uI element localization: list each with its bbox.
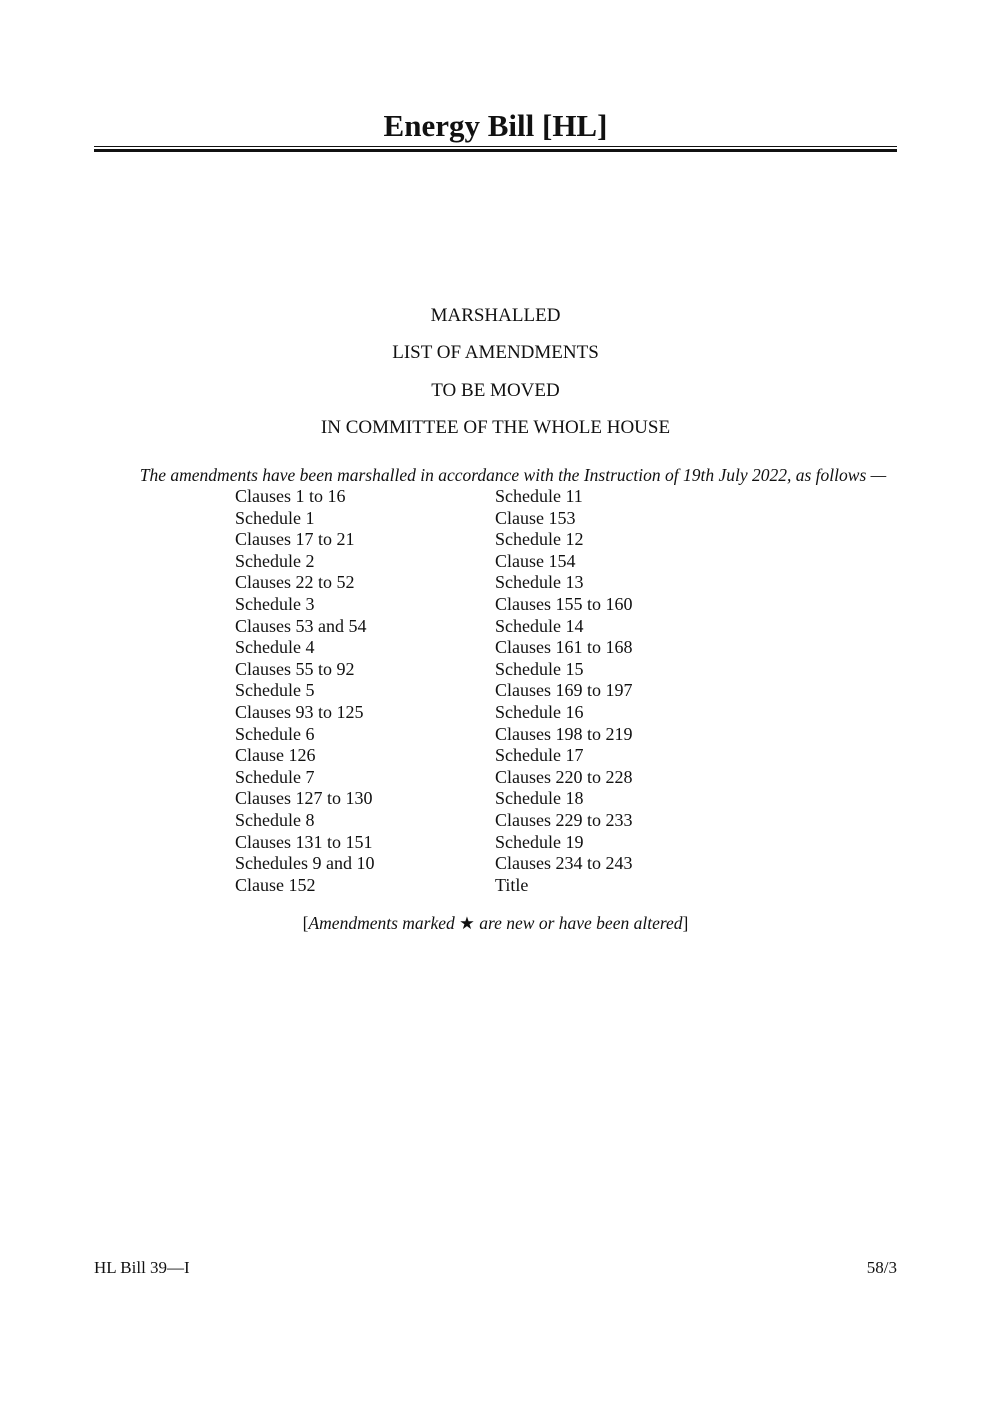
order-item: Schedule 12 — [495, 529, 584, 550]
note-text: are new or have been altered — [474, 913, 683, 933]
note-text: Amendments marked — [308, 913, 460, 933]
order-item: Title — [495, 874, 529, 895]
order-item: Schedule 2 — [235, 550, 315, 571]
order-item: Clauses 22 to 52 — [235, 572, 355, 593]
title-rule-thick — [94, 149, 897, 152]
order-item: Clauses 93 to 125 — [235, 701, 364, 722]
heading-line: IN COMMITTEE OF THE WHOLE HOUSE — [320, 417, 671, 438]
order-item: Clauses 234 to 243 — [495, 853, 633, 874]
order-item: Clause 154 — [495, 550, 576, 571]
heading-line: MARSHALLED — [430, 305, 561, 326]
order-item: Schedule 17 — [495, 745, 584, 766]
order-item: Schedule 3 — [235, 593, 315, 614]
order-item: Schedule 11 — [495, 486, 583, 506]
bracket: ] — [682, 913, 689, 933]
order-item: Clause 153 — [495, 507, 576, 528]
bill-number: HL Bill 39—I — [94, 1258, 190, 1277]
order-item: Schedule 7 — [235, 766, 315, 787]
order-item: Clauses 161 to 168 — [495, 637, 633, 658]
order-item: Schedule 18 — [495, 788, 584, 809]
order-item: Clauses 229 to 233 — [495, 809, 633, 830]
order-item: Schedule 8 — [235, 809, 315, 830]
order-item: Clauses 155 to 160 — [495, 593, 633, 614]
order-item: Clauses 127 to 130 — [235, 788, 373, 809]
order-item: Clauses 220 to 228 — [495, 766, 633, 787]
heading-line: TO BE MOVED — [431, 380, 560, 401]
page-reference: 58/3 — [866, 1258, 897, 1277]
order-list-left — [235, 486, 374, 896]
order-item: Schedules 9 and 10 — [235, 853, 375, 874]
title-rule-thin — [94, 146, 897, 147]
order-item: Schedule 13 — [495, 572, 584, 593]
order-item: Schedule 19 — [495, 831, 584, 852]
order-item: Clauses 131 to 151 — [235, 831, 373, 852]
order-item: Clauses 169 to 197 — [495, 680, 633, 701]
order-item: Clauses 53 and 54 — [235, 615, 367, 636]
order-item: Schedule 1 — [235, 507, 315, 528]
order-item: Schedule 16 — [495, 701, 584, 722]
order-item: Clauses 17 to 21 — [235, 529, 355, 550]
bracket: [ — [302, 913, 309, 933]
heading-line: LIST OF AMENDMENTS — [392, 342, 599, 363]
order-item: Clause 126 — [235, 745, 316, 766]
document-title: Energy Bill [HL] — [383, 108, 608, 143]
order-list-right — [495, 486, 633, 896]
order-item: Schedule 5 — [235, 680, 315, 701]
marshalling-intro: The amendments have been marshalled in accordance with the Instruction of 19th July 2022, as follows — — [139, 465, 887, 485]
order-item: Schedule 14 — [495, 615, 584, 636]
order-item: Schedule 15 — [495, 658, 584, 679]
order-item: Clauses 198 to 219 — [495, 723, 633, 744]
order-item: Schedule 4 — [235, 637, 315, 658]
star-icon: ★ — [459, 913, 475, 933]
order-item: Clauses 55 to 92 — [235, 658, 355, 679]
order-item: Schedule 6 — [235, 723, 315, 744]
order-item: Clause 152 — [235, 874, 316, 895]
amendment-note — [0, 913, 991, 934]
order-item: Clauses 1 to 16 — [235, 486, 346, 506]
